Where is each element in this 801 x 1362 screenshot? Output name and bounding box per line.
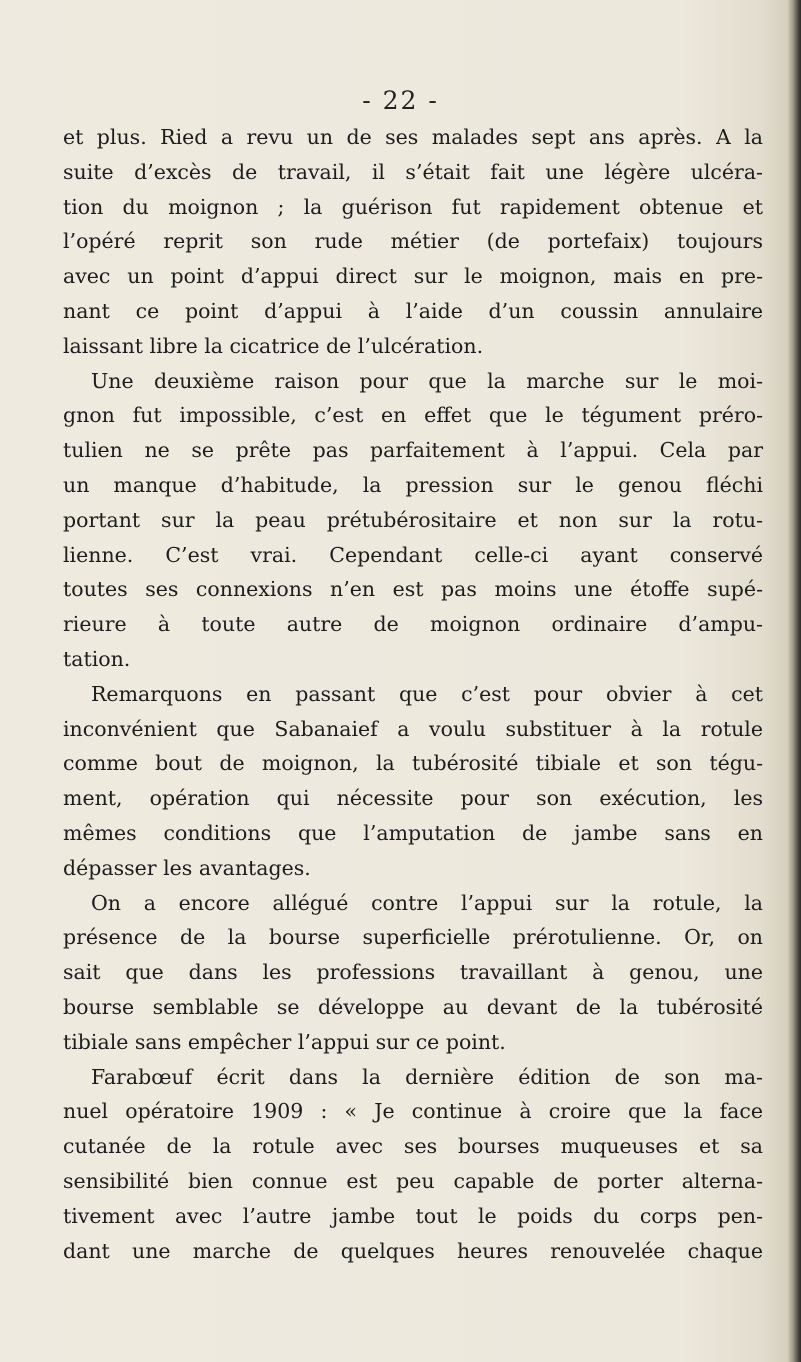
text-line: portant sur la peau prétubérositaire et non sur la rotu- bbox=[63, 507, 763, 532]
text-line: un manque d’habitude, la pression sur le genou fléchi bbox=[63, 472, 763, 497]
text-line: toutes ses connexions n’en est pas moins une étoffe supé- bbox=[63, 577, 763, 602]
text-line: inconvénient que Sabanaief a voulu substituer à la rotule bbox=[63, 716, 763, 741]
text-line: l’opéré reprit son rude métier (de portefaix) toujours bbox=[63, 229, 763, 254]
text-line: tation. bbox=[63, 646, 131, 671]
text-line: laissant libre la cicatrice de l’ulcération. bbox=[63, 333, 484, 358]
text-line: Remarquons en passant que c’est pour obvier à cet bbox=[91, 681, 763, 706]
text-line: avec un point d’appui direct sur le moignon, mais en pre- bbox=[63, 264, 763, 289]
text-line: sait que dans les professions travaillant à genou, une bbox=[63, 960, 763, 985]
text-line: nuel opératoire 1909 : « Je continue à croire que la face bbox=[63, 1099, 763, 1124]
text-line: tion du moignon ; la guérison fut rapidement obtenue et bbox=[63, 194, 763, 219]
text-line: présence de la bourse superficielle prérotulienne. Or, on bbox=[63, 925, 763, 950]
text-line: bourse semblable se développe au devant de la tubérosité bbox=[63, 994, 763, 1019]
text-line: sensibilité bien connue est peu capable de porter alterna- bbox=[63, 1168, 763, 1193]
text-line: comme bout de moignon, la tubérosité tibiale et son tégu- bbox=[63, 751, 763, 776]
text-line: tivement avec l’autre jambe tout le poids du corps pen- bbox=[63, 1203, 763, 1228]
text-line: lienne. C’est vrai. Cependant celle-ci ayant conservé bbox=[63, 542, 763, 567]
text-line: rieure à toute autre de moignon ordinaire d’ampu- bbox=[63, 612, 763, 637]
text-line: nant ce point d’appui à l’aide d’un coussin annulaire bbox=[63, 298, 763, 323]
text-line: et plus. Ried a revu un de ses malades sept ans après. A la bbox=[63, 125, 763, 149]
text-line: dépasser les avantages. bbox=[63, 855, 311, 880]
text-line: dant une marche de quelques heures renouvelée chaque bbox=[63, 1238, 763, 1263]
text-line: tulien ne se prête pas parfaitement à l’appui. Cela par bbox=[63, 438, 763, 463]
text-line: Farabœuf écrit dans la dernière édition de son ma- bbox=[91, 1064, 763, 1089]
page-number: - 22 - bbox=[362, 86, 439, 115]
text-line: ment, opération qui nécessite pour son exécution, les bbox=[63, 786, 763, 811]
text-line: cutanée de la rotule avec ses bourses muqueuses et sa bbox=[63, 1134, 763, 1159]
text-line: tibiale sans empêcher l’appui sur ce point. bbox=[63, 1029, 506, 1054]
text-line: On a encore allégué contre l’appui sur la rotule, la bbox=[91, 890, 763, 915]
text-line: suite d’excès de travail, il s’était fait une légère ulcéra- bbox=[63, 159, 763, 184]
body-text bbox=[63, 120, 763, 1268]
page-edge-shadow bbox=[787, 0, 801, 1362]
text-line: Une deuxième raison pour que la marche sur le moi- bbox=[91, 368, 763, 393]
text-line: mêmes conditions que l’amputation de jambe sans en bbox=[63, 820, 763, 845]
text-line: gnon fut impossible, c’est en effet que le tégument préro- bbox=[63, 403, 763, 428]
